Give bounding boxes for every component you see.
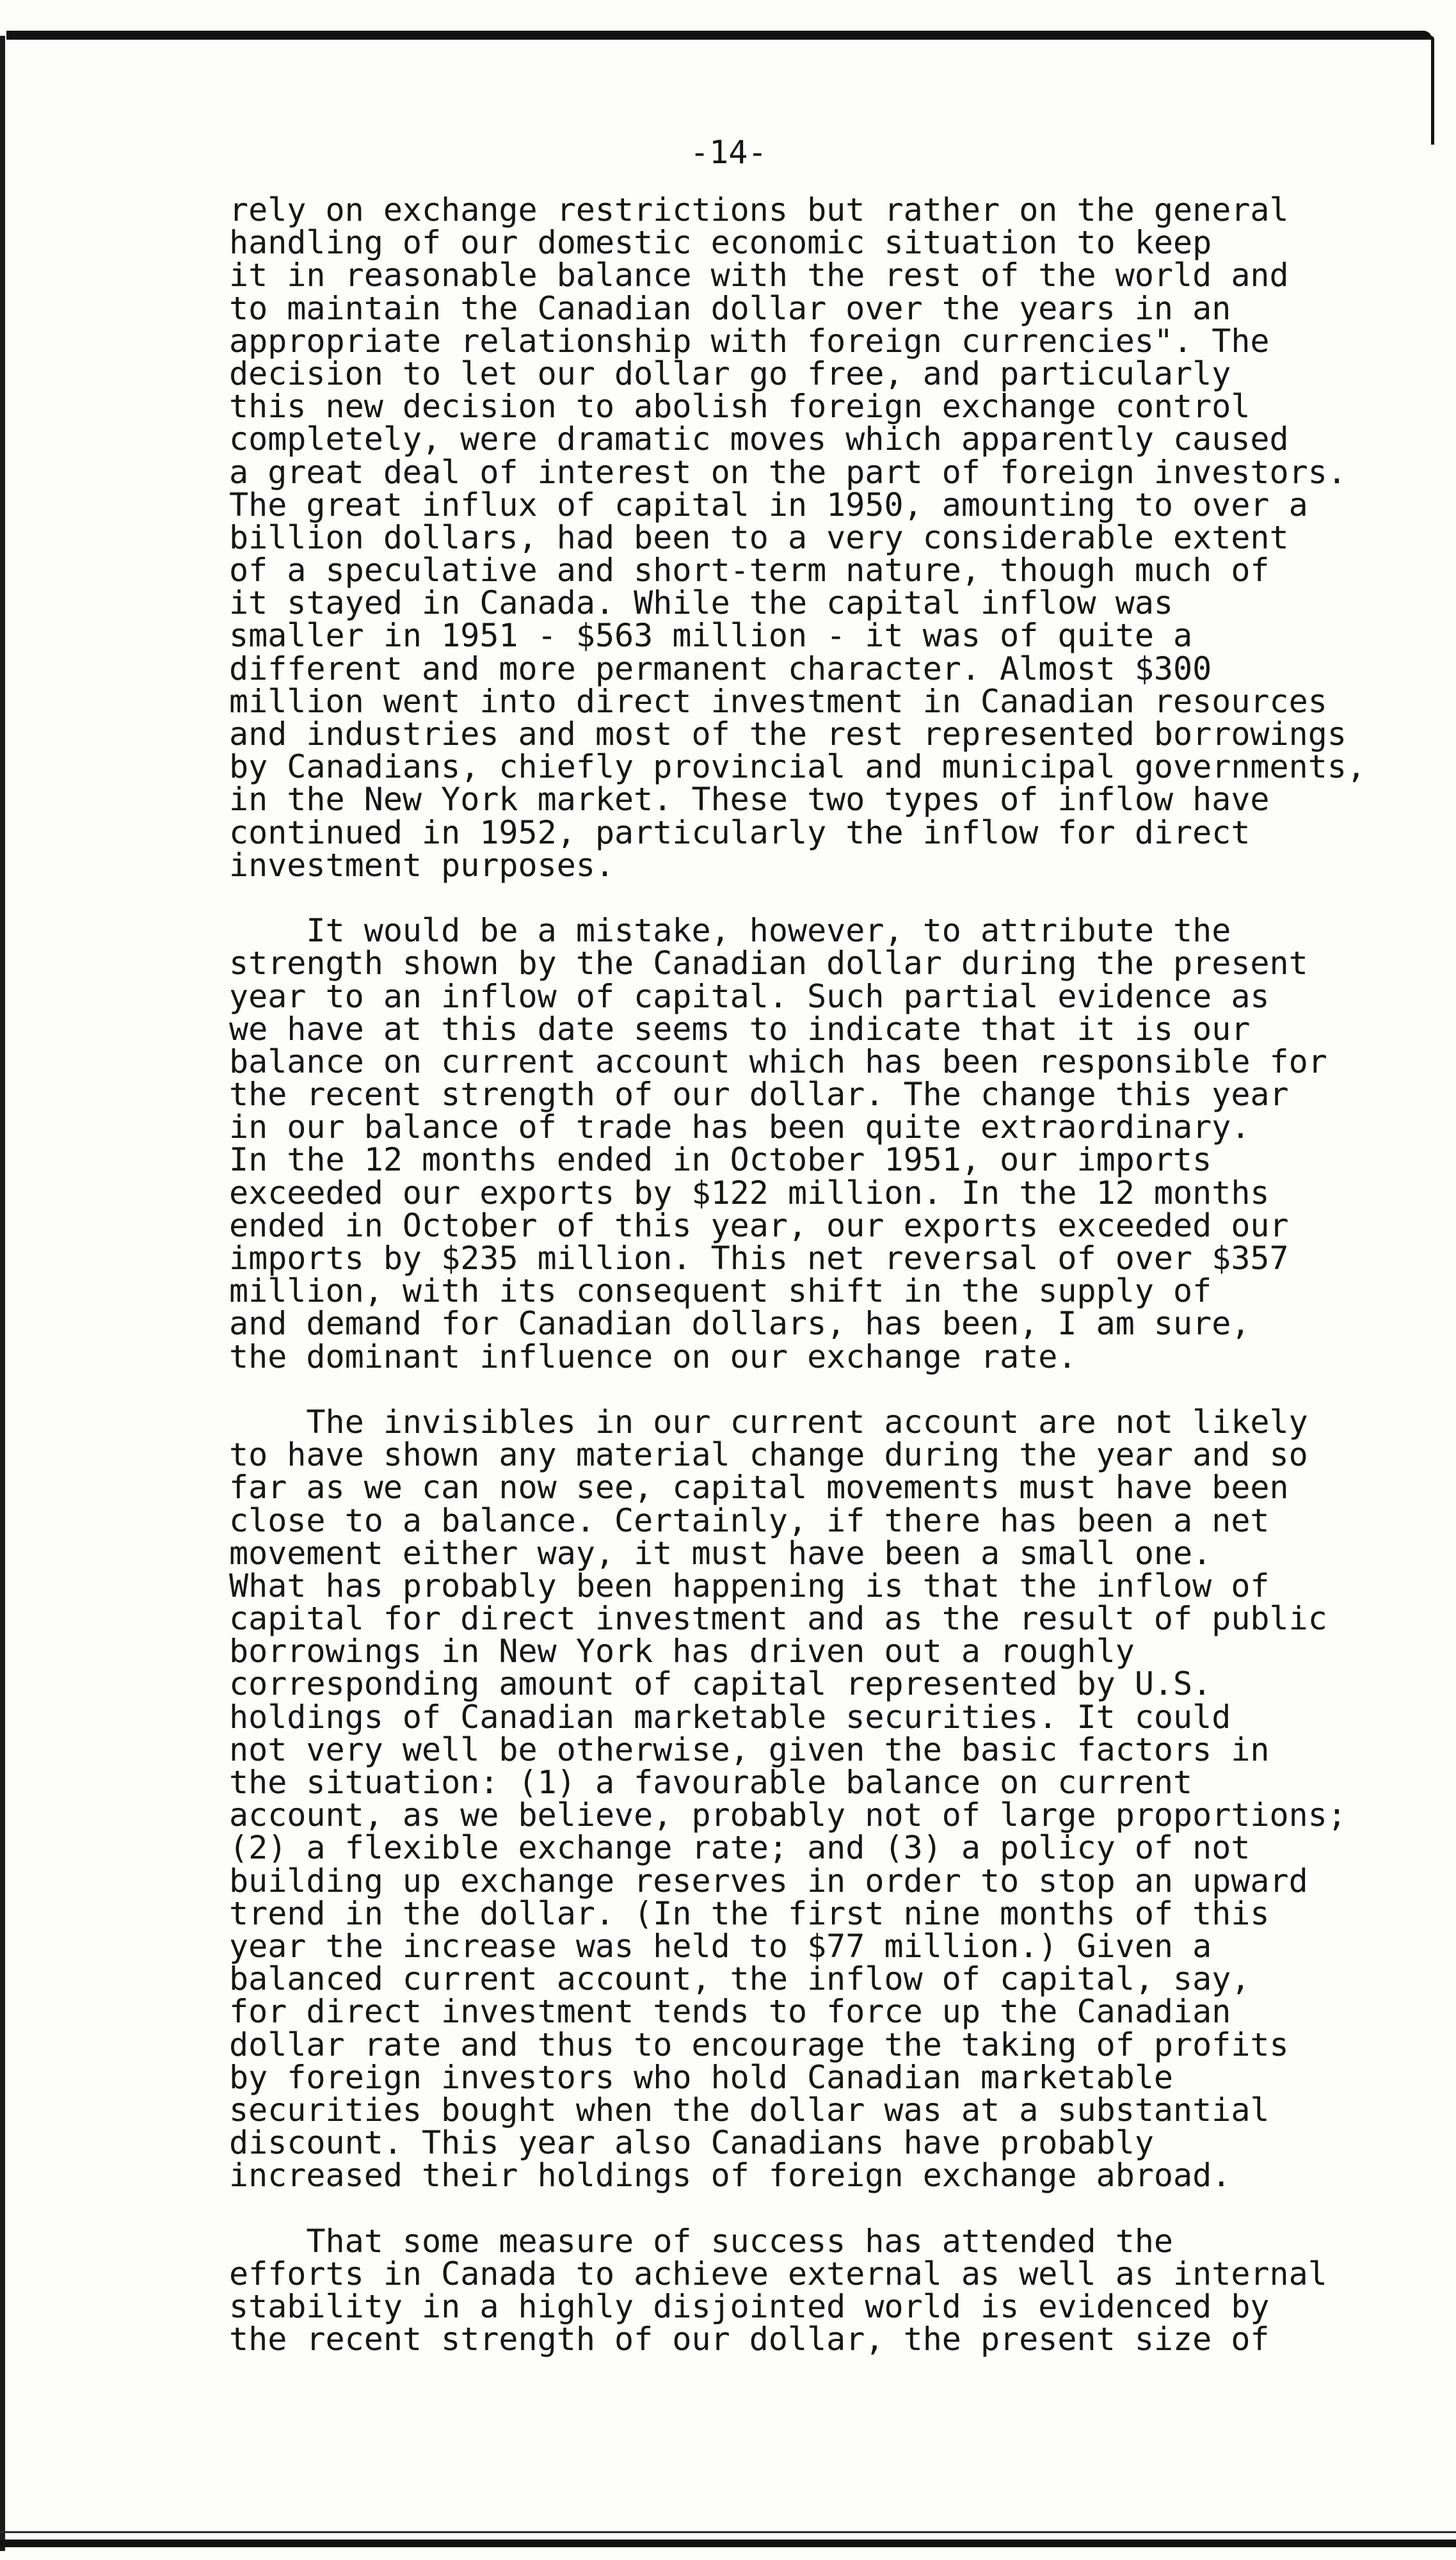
text-line: That some measure of success has attended the [229,2222,1174,2260]
text-line: in the New York market. These two types of inflow have [229,781,1270,819]
text-line: for direct investment tends to force up the Canadian [229,1993,1231,2031]
text-line: The invisibles in our current account are not likely [229,1403,1308,1441]
text-line: decision to let our dollar go free, and particularly [229,355,1231,392]
text-line: it stayed in Canada. While the capital inflow was [229,584,1174,622]
text-line: handling of our domestic economic situation to keep [229,224,1212,262]
text-line: billion dollars, had been to a very considerable extent [229,518,1289,556]
text-line: to maintain the Canadian dollar over the years in an [229,289,1231,327]
paragraph [229,1403,1445,2195]
text-line: different and more permanent character. Almost $300 [229,650,1212,687]
left-border [0,36,5,2551]
text-line: not very well be otherwise, given the basic factors in [229,1731,1270,1768]
text-line: balance on current account which has been responsible for [229,1043,1327,1080]
text-line: securities bought when the dollar was at a substantial [229,2091,1270,2129]
paragraph-gap [229,2192,1445,2225]
paragraph-gap [229,1373,1445,1406]
bottom-border-thin [0,2531,1456,2533]
right-border [1431,36,1434,145]
text-line: the dominant influence on our exchange rate. [229,1338,1077,1375]
text-line: year the increase was held to $77 million.) Given a [229,1927,1212,1965]
text-line: this new decision to abolish foreign exchange control [229,388,1251,426]
text-line: dollar rate and thus to encourage the taking of profits [229,2026,1289,2063]
text-line: we have at this date seems to indicate that it is our [229,1010,1251,1048]
text-line: stability in a highly disjointed world is evidenced by [229,2288,1270,2325]
text-line: continued in 1952, particularly the inflow for direct [229,813,1251,851]
text-line: a great deal of interest on the part of foreign investors. [229,453,1347,491]
text-line: smaller in 1951 - $563 million - it was of quite a [229,617,1193,655]
text-line: efforts in Canada to achieve external as well as internal [229,2255,1327,2292]
text-line: movement either way, it must have been a small one. [229,1534,1212,1572]
text-line: corresponding amount of capital represented by U.S. [229,1665,1212,1703]
text-line: ended in October of this year, our exports exceeded our [229,1206,1289,1244]
text-line: by Canadians, chiefly provincial and municipal governments, [229,748,1366,786]
text-line: and industries and most of the rest represented borrowings [229,716,1347,753]
text-line: account, as we believe, probably not of large proportions; [229,1796,1347,1834]
text-line: completely, were dramatic moves which apparently caused [229,420,1289,458]
paragraph [229,191,1445,884]
paragraph-gap [229,882,1445,915]
text-line: the recent strength of our dollar, the present size of [229,2321,1270,2358]
text-line: million went into direct investment in Canadian resources [229,682,1327,720]
text-line: In the 12 months ended in October 1951, our imports [229,1141,1212,1179]
text-line: strength shown by the Canadian dollar during the present [229,945,1308,982]
text-line: exceeded our exports by $122 million. In the 12 months [229,1174,1270,1212]
text-line: increased their holdings of foreign exchange abroad. [229,2157,1231,2195]
text-line: The great influx of capital in 1950, amounting to over a [229,486,1308,524]
bottom-border [0,2540,1456,2547]
text-line: to have shown any material change during the year and so [229,1436,1308,1474]
text-line: borrowings in New York has driven out a roughly [229,1633,1135,1670]
text-line: the situation: (1) a favourable balance on current [229,1764,1193,1801]
text-line: investment purposes. [229,846,615,884]
text-line: holdings of Canadian marketable securities. It could [229,1698,1231,1736]
paragraph [229,912,1445,1375]
text-line: and demand for Canadian dollars, has been, I am sure, [229,1305,1251,1343]
page-number: -14- [690,134,767,171]
text-line: of a speculative and short-term nature, though much of [229,552,1270,589]
body-text [229,191,1445,2358]
text-line: close to a balance. Certainly, if there has been a net [229,1501,1270,1539]
paragraph [229,2222,1445,2358]
text-line: trend in the dollar. (In the first nine months of this [229,1894,1270,1932]
text-line: discount. This year also Canadians have probably [229,2124,1154,2162]
text-line: by foreign investors who hold Canadian marketable [229,2058,1174,2096]
top-border [6,31,1432,40]
text-line: balanced current account, the inflow of capital, say, [229,1960,1251,1998]
text-line: it in reasonable balance with the rest of the world and [229,257,1289,294]
text-line: far as we can now see, capital movements must have been [229,1469,1289,1507]
text-line: year to an inflow of capital. Such partial evidence as [229,977,1270,1015]
text-line: building up exchange reserves in order to stop an upward [229,1862,1308,1900]
text-line: imports by $235 million. This net reversal of over $357 [229,1240,1289,1277]
text-line: rely on exchange restrictions but rather on the general [229,191,1289,228]
text-line: million, with its consequent shift in the supply of [229,1272,1212,1310]
text-line: What has probably been happening is that the inflow of [229,1567,1270,1604]
text-line: in our balance of trade has been quite extraordinary. [229,1108,1251,1146]
text-line: (2) a flexible exchange rate; and (3) a policy of not [229,1829,1251,1867]
text-line: appropriate relationship with foreign currencies". The [229,322,1270,360]
text-line: It would be a mistake, however, to attribute the [229,912,1231,950]
text-line: capital for direct investment and as the result of public [229,1600,1327,1638]
text-line: the recent strength of our dollar. The change this year [229,1076,1289,1114]
